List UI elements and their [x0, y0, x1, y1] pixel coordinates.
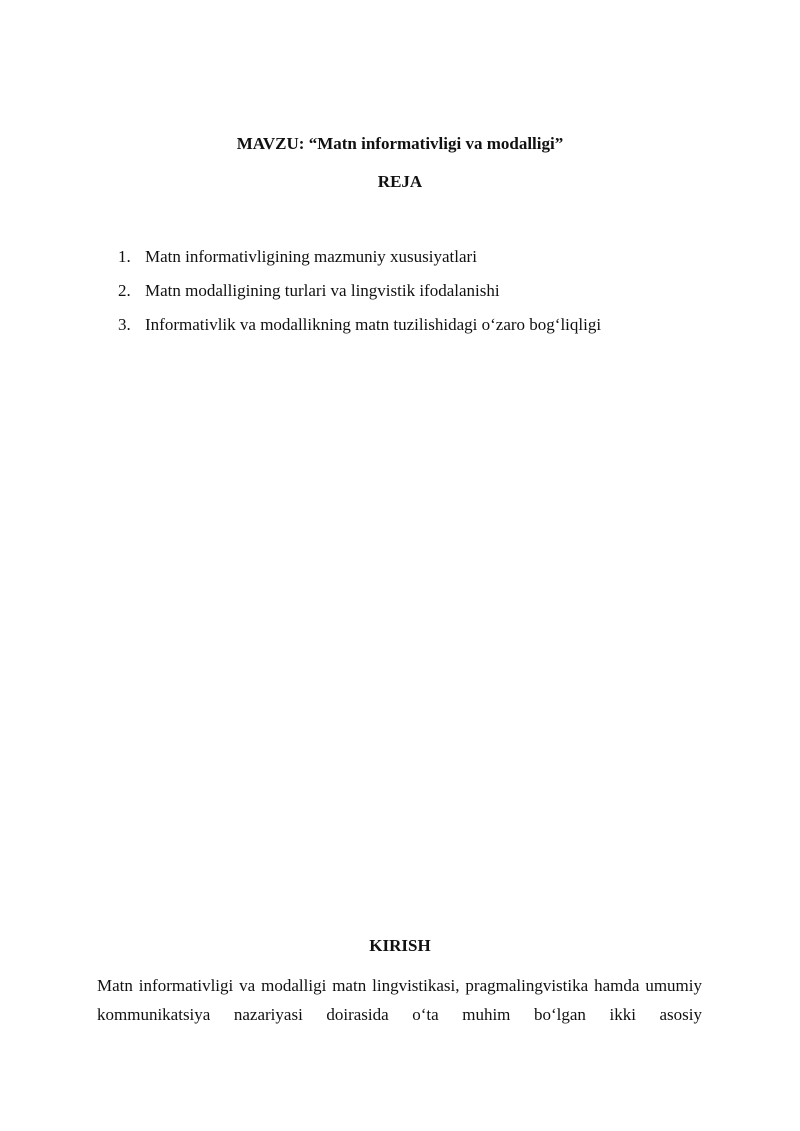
plan-list [118, 240, 601, 342]
intro-paragraph: Matn informativligi va modalligi matn lingvistikasi, pragmalingvistika hamda umumiy kommunikatsiya nazariyasi doirasida o‘ta muhim bo‘lgan ikki asosiy [97, 976, 702, 1024]
plan-item [118, 274, 601, 308]
plan-item-text: Matn modalligining turlari va lingvistik ifodalanishi [145, 281, 500, 300]
plan-heading: REJA [377, 172, 423, 191]
plan-item [118, 240, 601, 274]
plan-item-number: 1. [118, 247, 131, 266]
plan-item-number: 3. [118, 315, 131, 334]
plan-item-text: Matn informativligining mazmuniy xususiyatlari [145, 247, 477, 266]
intro-heading: KIRISH [369, 936, 431, 955]
document-title: MAVZU: “Matn informativligi va modalligi” [236, 134, 564, 153]
plan-item-number: 2. [118, 281, 131, 300]
plan-item-text: Informativlik va modallikning matn tuzilishidagi o‘zaro bog‘liqligi [145, 315, 602, 334]
plan-item [118, 308, 601, 342]
